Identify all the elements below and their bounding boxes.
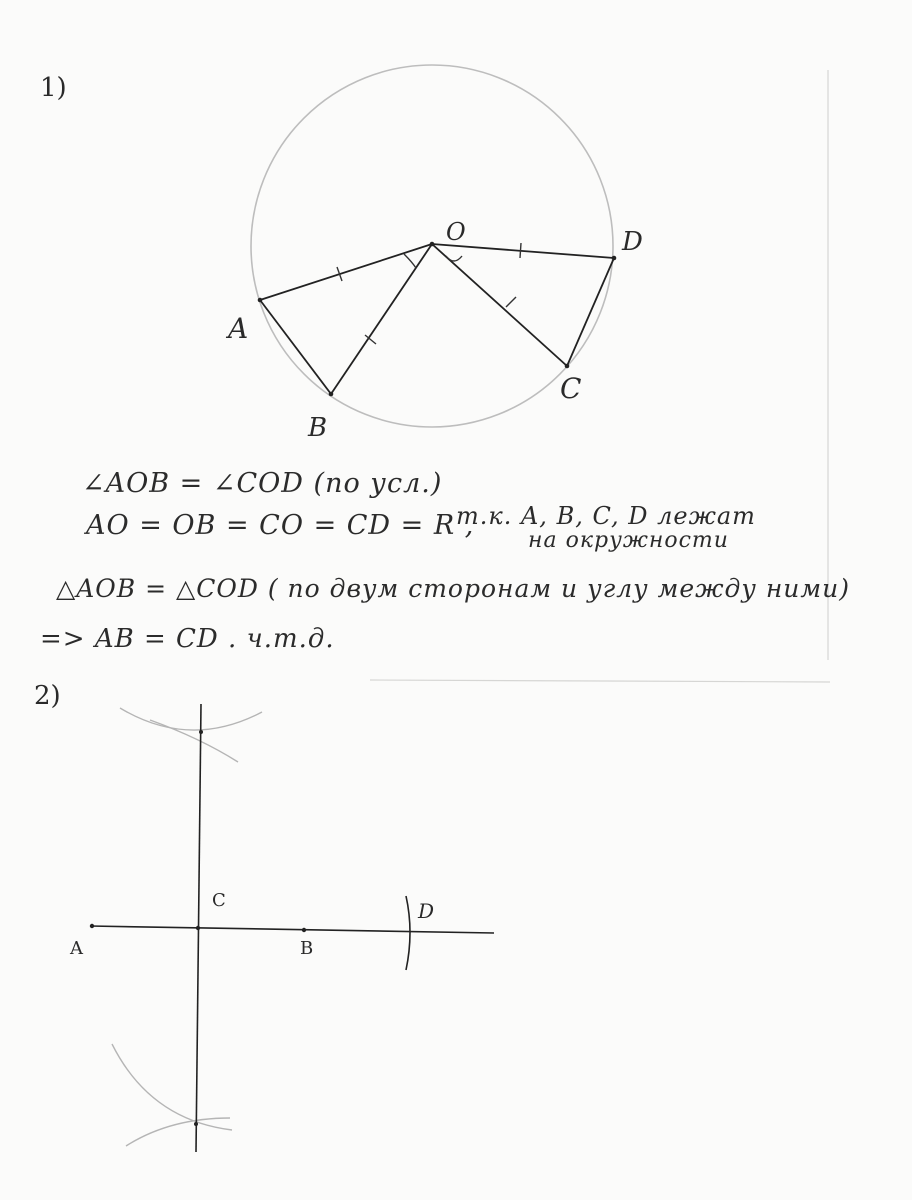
angle-arcs [404,254,462,268]
triangle-aob [260,244,432,394]
label-2-b: B [300,938,314,959]
proof-line-congruence: △AOB = △COD ( по двум сторонам и углу между ними) [56,574,850,603]
problem-1-number: 1) [40,73,67,103]
label-a: A [228,312,249,345]
label-o: O [446,218,466,246]
label-2-d: D [418,899,435,923]
label-c: C [560,372,582,405]
perpendicular-construction [90,704,494,1152]
proof-line-reason-cont: на окружности [528,528,729,553]
triangle-cod [432,244,614,366]
proof-line-radii: AO = OB = CO = CD = R , [86,510,475,541]
equal-side-ticks [337,243,521,344]
label-b: B [308,413,328,443]
label-2-a: A [70,938,83,959]
construction-points [90,730,306,1126]
proof-line-conclusion: => AB = CD . ч.т.д. [40,624,335,654]
proof-line-angles: ∠AOB = ∠COD (по усл.) [82,468,443,499]
label-d: D [622,227,643,257]
label-2-c: C [212,890,226,911]
problem-2-number: 2) [34,681,61,711]
proof-line-reason: т.к. A, B, C, D лежат [456,502,756,530]
compass-mark-d [406,896,410,970]
